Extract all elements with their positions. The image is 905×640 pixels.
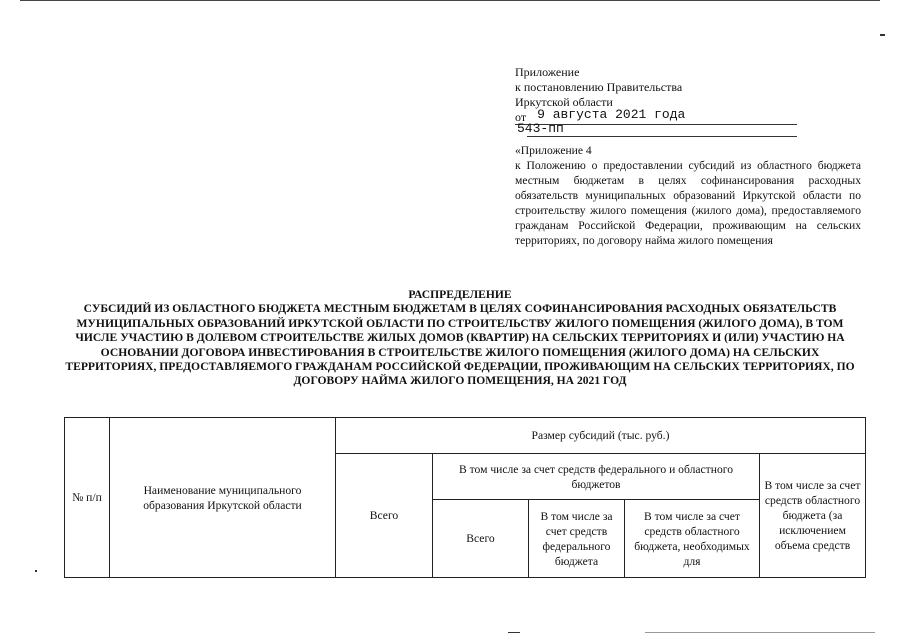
approval-line-3: Иркутской области — [515, 95, 613, 109]
header-fed-regional: В том числе за счет средств федерального и областного бюджетов — [433, 454, 760, 500]
document-title — [60, 288, 860, 389]
header-municipality: Наименование муниципального образования Иркутской области — [110, 418, 336, 578]
title-heading: РАСПРЕДЕЛЕНИЕ — [408, 288, 512, 301]
date-prefix: от — [515, 110, 527, 124]
annex-heading: «Приложение 4 — [515, 144, 592, 157]
header-total: Всего — [336, 454, 433, 578]
approval-date-row — [515, 107, 865, 125]
scan-mark — [508, 632, 520, 633]
approval-line-2: к постановлению Правительства — [515, 80, 683, 94]
top-rule — [20, 0, 880, 1]
scan-mark — [35, 570, 37, 572]
number-underline — [527, 136, 797, 137]
header-subsidy-size: Размер субсидий (тыс. руб.) — [336, 418, 866, 454]
header-federal: В том числе за счет средств федерального бюджета — [529, 500, 625, 578]
date-value: 9 августа 2021 года — [537, 107, 686, 122]
approval-line-1: Приложение — [515, 65, 580, 79]
scan-mark — [880, 34, 885, 36]
header-sub-total: Всего — [433, 500, 529, 578]
header-number: № п/п — [65, 418, 110, 578]
approval-block — [515, 65, 865, 125]
header-regional-excluding: В том числе за счет средств областного бюджета (за исключением объема средств — [760, 454, 866, 578]
header-regional-needed: В том числе за счет средств областного бюджета, необходимых для — [625, 500, 760, 578]
scan-mark — [645, 632, 875, 633]
document-number: 543-пп — [517, 121, 564, 136]
title-subheading: СУБСИДИЙ ИЗ ОБЛАСТНОГО БЮДЖЕТА МЕСТНЫМ БЮДЖЕТАМ В ЦЕЛЯХ СОФИНАНСИРОВАНИЯ РАСХОДНЫХ ОБЯЗАТЕЛЬСТВ МУНИЦИПАЛЬНЫХ ОБРАЗОВАНИЙ ИРКУТСКОЙ ОБЛАСТИ ПО СТРОИТЕЛЬСТВУ ЖИЛОГО ПОМЕЩЕНИЯ (ЖИЛОГО ДОМА), В ТОМ ЧИСЛЕ УЧАСТИЮ В ДОЛЕВОМ СТРОИТЕЛЬСТВЕ ЖИЛЫХ ДОМОВ (КВАРТИР) НА СЕЛЬСКИХ ТЕРРИТОРИЯХ И (ИЛИ) УЧАСТИЮ НА ОСНОВАНИИ ДОГОВОРА ИНВЕСТИРОВАНИЯ В СТРОИТЕЛЬСТВЕ ЖИЛОГО ПОМЕЩЕНИЯ (ЖИЛОГО ДОМА) НА СЕЛЬСКИХ ТЕРРИТОРИЯХ, ПРЕДОСТАВЛЯЕМОГО ГРАЖДАНАМ РОССИЙСКОЙ ФЕДЕРАЦИИ, ПРОЖИВАЮЩИМ НА СЕЛЬСКИХ ТЕРРИТОРИЯХ, ПО ДОГОВОРУ НАЙМА ЖИЛОГО ПОМЕЩЕНИЯ, НА 2021 ГОД — [65, 302, 855, 388]
distribution-table — [64, 417, 866, 578]
annex-body: к Положению о предоставлении субсидий из областного бюджета местным бюджетам в целях софинансирования расходных обязательств муниципальных образований Иркутской области по строительству жилого помещения (жилого дома), предоставляемого гражданам Российской Федерации, проживающим на сельских территориях, по договору найма жилого помещения — [515, 159, 861, 247]
annex-block — [515, 143, 861, 248]
